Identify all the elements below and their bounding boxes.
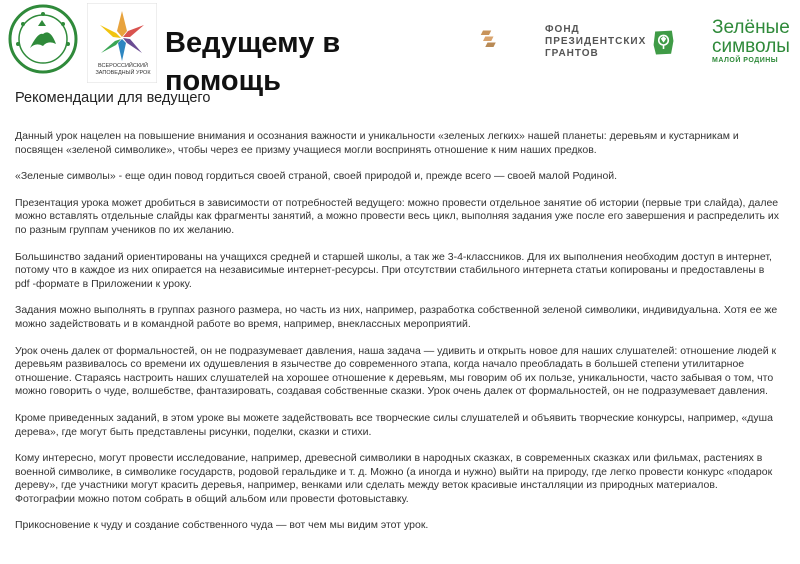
lesson-logo-caption: ВСЕРОССИЙСКИЙ ЗАПОВЕДНЫЙ УРОК xyxy=(95,63,151,76)
green-symbols-logo xyxy=(652,8,710,78)
paragraph: Кроме приведенных заданий, в этом уроке вы можете задействовать все творческие силы слушателей и объявить творческие конкурсы, например, «душа дерева», где могут быть представлены рисунки, поделки, сказки и стихи. xyxy=(15,411,773,438)
green-title-line: Зелёные xyxy=(712,17,790,38)
fond-line: ПРЕЗИДЕНТСКИХ xyxy=(545,36,647,47)
page-title: Ведущему в помощь xyxy=(165,27,341,97)
header xyxy=(0,0,800,97)
body-text xyxy=(15,130,780,546)
paragraph: Урок очень далек от формальностей, он не подразумевает давления, наша задача — удивить и открыть новое для наших слушателей: отношение людей к деревьям развивалось со времени их одушевления в язычестве до современного этапа, когда начало преобладать в большей степени утилитарное отношение. Стараясь настроить наших слушателей на хорошее отношение к деревьям, мы говорим об их пользе, уникальности, часто забывая о том, что можно говорить о чуде, волшебстве, фантазировать, создавая собственные сказки. Урок очень далек от формальностей, он не подразумевает давления. xyxy=(15,344,777,398)
presidential-grants-text xyxy=(545,24,646,60)
paragraph: «Зеленые символы» - еще один повод гордиться своей страной, своей природой и, прежде всего — своей малой Родиной. xyxy=(15,170,618,183)
paragraph: Кому интересно, могут провести исследование, например, древесной символики в народных сказках, в современных сказках или фильмах, растениях в военной символике, в символике государств, родовой геральдике и т. д. Можно (а иногда и нужно) выйти на природу, где легко провести конкурс «подарок дереву», где участники могут красить деревья, например, венками или сделать между веток красивые инсталляции из природных материалов. Фотографии можно потом собрать в общий альбом или провести фотовыставку. xyxy=(15,452,773,505)
paragraph: Презентация урока может дробиться в зависимости от потребностей ведущего: можно провести отдельное занятие об истории (первые три слайда), далее можно вставлять отдельные слайды как фрагменты занятий, а можно провести весь цикл, выполняя задания уже после его завершения и распределить их по разным группам учеников по их желанию. xyxy=(15,196,780,236)
fond-line: ФОНД xyxy=(545,24,580,35)
presidential-grants-logo xyxy=(480,8,540,68)
section-subtitle: Рекомендации для ведущего xyxy=(15,90,211,106)
ecology-center-logo xyxy=(8,4,78,74)
paragraph: Прикосновение к чуду и создание собственного чуда — вот чем мы видим этот урок. xyxy=(15,519,429,532)
fond-line: ГРАНТОВ xyxy=(545,48,599,59)
paragraph: Задания можно выполнять в группах разного размера, но часть из них, например, разработка собственной зеленой символики, индивидуальна. Хотя ее же можно задействовать и в командной работе во время, например, внеклассных мероприятий. xyxy=(15,304,778,330)
green-symbols-title xyxy=(712,18,790,56)
green-symbols-subtitle: МАЛОЙ РОДИНЫ xyxy=(712,57,779,64)
paragraph: Большинство заданий ориентированы на учащихся средней и старшей школы, а так же 3-4-классников. Для их выполнения необходим доступ в интернет, потому что в каждое из них опирается на независимые интернет-ресурсы. При отсутствии стабильного интернета статьи копированы и предоставлены в pdf -формате в Приложении к уроку. xyxy=(15,250,772,290)
paragraph: Данный урок нацелен на повышение внимания и осознания важности и уникальности «зеленых легких» нашей планеты: деревьям и кустарникам и посвящен «зеленой символике», чтобы через ее призму учащиеся могли воспринять отношение к ним наших предков. xyxy=(15,130,739,156)
green-title-line: символы xyxy=(712,36,790,57)
